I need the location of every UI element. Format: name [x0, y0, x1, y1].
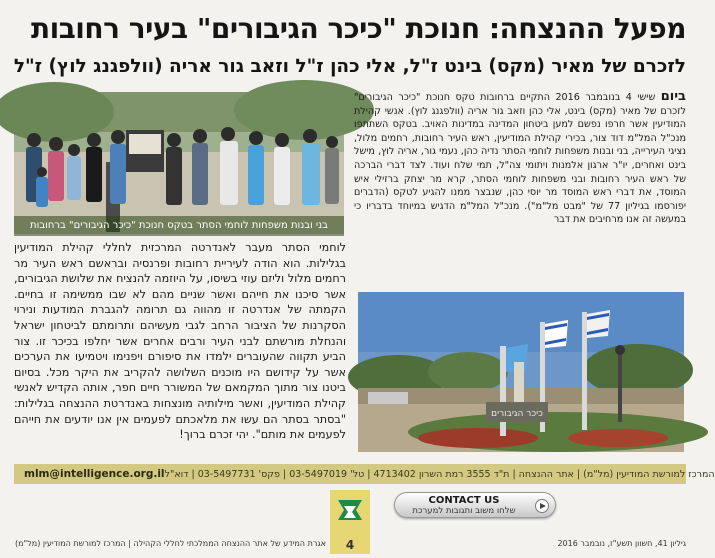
footer-publication-text: אגרת המידע של אתר ההנצחה הממלכתי לחללי הקהילה | המרכז למורשת המודיעין (מל"מ)	[15, 539, 326, 548]
article-subheadline: לזכרם של מאיר (מקס) בינט ז"ל, אלי כהן ז"ל וזאב גור אריה (וולפגנג לוץ) ז"ל	[13, 56, 686, 77]
lead-word: ביום	[660, 89, 686, 104]
monument-plaque: כיכר הגיבורים	[491, 409, 543, 419]
intelligence-heritage-logo	[330, 490, 370, 538]
photo-caption: בני ובנות משפחות לוחמי הסתר בטקס חנוכת "כיכר הגיבורים" ברחובות	[14, 216, 344, 236]
footer-issue-text: גיליון 41, חשוון תשע"ז, נובמבר 2016	[557, 539, 686, 548]
monument-photo	[358, 292, 684, 452]
footer-details: המרכז למורשת המודיעין (מל"מ) | אתר ההנצחה | ת"ד 3555 רמת השרון 4713402 | טל' 03-5497019 | פקס' 03-5497731 | דוא"ל	[164, 468, 715, 480]
contact-us-button[interactable]	[394, 492, 556, 518]
footer-contact-bar	[14, 464, 715, 484]
article-body-left: לוחמי הסתר מעבר לאנדרטה המרכזית לחללי קהילת המודיעין בגלילות. הוא הודה לעיריית רחובות ופרנסיה ובראשם ראש העיר מר רחמים מלול וליזם עוזי בשיסו, על היוזמה להנציח את שלושת הגיבורים, אשר סיכנו את חייהם ואשר שניים מהם לא שבו ממשימה זו בחיים. הקמתה של אנדרטה זו מהווה גם תרומה להגברת המודעות ונירוי הסקרנות של הציבור הרחב לגבי מעשיהם ותרומתם לביטחון ישראל והנחלת מורשתם לבני העיר ורבים אחרים אשר יחלפו בכיכר זו. צור הביע תקווה שהעוברים ילמדו את סיפורם ויפנימו ויטמיעו את הערכים אשר על קידושם היו מוכנים השלושה להקריב את היקר מכל. בסיום ביטנו צור מתוך המקמאם של המשורר חיים חפר, אותה הקדיש לאנשי קהילת המודיעין, ואשר מילותיה מונצחות באנדרטת ההנצחה בגלילות: "בסתר בסתר הם עשו את מלאכתם לפעמים אין אנו יודעים את חייהם לפעמים את מותם". יהי זכרם ברוך!	[14, 241, 346, 442]
page-number: 4	[330, 536, 370, 554]
article-headline: מפעל ההנצחה: חנוכת "כיכר הגיבורים" בעיר רחובות	[30, 12, 686, 45]
contact-us-label: CONTACT US	[428, 495, 500, 506]
contact-us-sublabel: שלחו משוב ותגובות למערכת	[412, 506, 516, 516]
ceremony-group-photo	[14, 92, 344, 234]
article-column-right	[354, 90, 686, 285]
footer-email[interactable]: mlm@intelligence.org.il	[24, 468, 165, 480]
article-body-right: שישי 4 בנובמבר 2016 התקיים ברחובות טקס חנוכת "כיכר הגיבורים" לזכרם של מאיר (מקס) בינט, אלי כהן וזאב גור אריה (וולפגנג לוץ). אנשי קהילת המודיעין אשר חרפו נפשם למען ביטחון המדינה במדינות האויב. בטקס השתתפו מנכ"ל המל"מ דוד צור, בכירי קהילת המודיעין, ראש העיר רחובות, רחמים מלול, נציגי העירייה, בני ובנות משפחות לוחמי הסתר נדיה כהן, נעמי גור, אריה לוץ, מישל בינט ואחרים, יו"ר ארגון אלמנות ויתומי צה"ל, תמי שלח ועוד. לצד דברי הברכה של ראש העיר רחובות ובני משפחות לוחמי הסתר, קרא מר יצחק ברזילי איש המוסד, את דברי ראש המוסד מר יוסי כהן, שנבצר ממנו להגיע לטקס (הדברים יפורסמו בגיליון 77 של "מבט מל"מ"). מנכ"ל המל"מ הדגיש במיוחד בדבריו כי במעשה זה אנו מרחיבים את דבר	[354, 92, 686, 226]
play-arrow-icon	[535, 499, 549, 513]
